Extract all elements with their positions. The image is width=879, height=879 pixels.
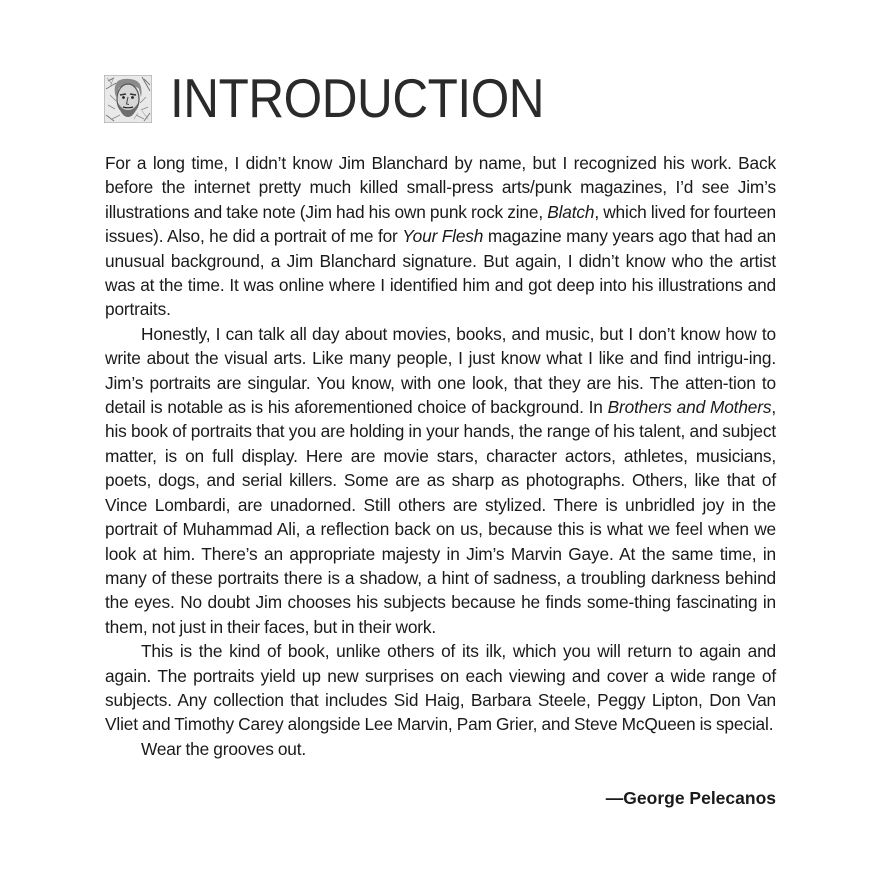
paragraph-text: For a long time, I didn’t know Jim Blanchard by name, but I recognized his work. Back before the internet pretty much killed small-press arts/punk magazines, I’d see Jim’s illustrations and take note (Jim had his own punk rock zine, (105, 153, 776, 222)
paragraph-text: Honestly, I can talk all day about movies, books, and music, but I don’t know how to write about the visual arts. Like many people, I just know what I like and find intrigu-ing. Jim’s portraits are singular. You know, with one look, that they are his. The atten-tion to detail is notable as is his aforementioned choice of background. In (105, 323, 776, 418)
paragraph-text: , his book of portraits that you are holding in your hands, the range of his talent, and subject matter, is on full display. Here are movie stars, character actors, athletes, musicians, poets, dogs, and serial killers. Some are as sharp as photographs. Others, like that of Vince Lombardi, are unadorned. Still others are stylized. There is unbridled joy in the portrait of Muhammad Ali, a reflection back on us, because this is what we feel when we look at him. There’s an appropriate majesty in Jim’s Marvin Gaye. At the same time, in many of these portraits there is a shadow, a hint of sadness, a troubling darkness behind the eyes. No doubt Jim chooses his subjects because he finds some-thing fascinating in them, not just in their faces, but in their work. (105, 397, 776, 637)
italic-title-text: Blatch (547, 201, 595, 222)
introduction-body (105, 151, 776, 761)
paragraph (105, 151, 776, 322)
paragraph (105, 639, 776, 737)
paragraph (105, 737, 776, 761)
paragraph-text: This is the kind of book, unlike others of its ilk, which you will return to again and again. The portraits yield up new surprises on each viewing and cover a wide range of subjects. Any collection that includes Sid Haig, Barbara Steele, Peggy Lipton, Don Van Vliet and Timothy Carey alongside Lee Marvin, Pam Grier, and Steve McQueen is special. (105, 641, 776, 735)
italic-title-text: Your Flesh (402, 226, 484, 247)
chapter-heading (104, 67, 586, 129)
author-signature: —George Pelecanos (605, 788, 776, 808)
paragraph-text: magazine many years ago that had an unusual background, a Jim Blanchard signature. But again, I didn’t know who the artist was at the time. It was online where I identified him and got deep into his illustrations and portraits. (105, 226, 777, 320)
italic-title-text: Brothers and Mothers (607, 397, 772, 418)
chapter-title: INTRODUCTION (170, 67, 545, 129)
portrait-sketch-icon (104, 75, 152, 123)
paragraph (105, 322, 776, 639)
paragraph-text: Wear the grooves out. (141, 738, 307, 759)
paragraph-text: , which lived for fourteen issues). Also, he did a portrait of me for (105, 201, 776, 247)
